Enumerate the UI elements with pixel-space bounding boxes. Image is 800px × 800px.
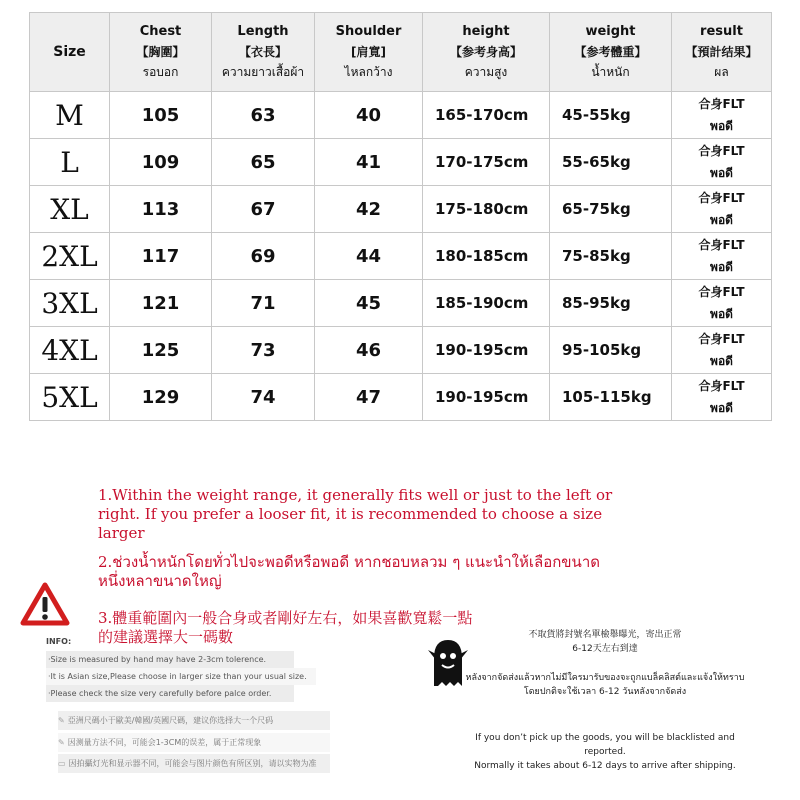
table-row — [30, 233, 772, 280]
shoulder-cell: 44 — [315, 233, 423, 280]
chinese-note-line: ▭ 因拍攝灯光和显示器不同，可能会与图片颜色有所区别，请以实物为准 — [58, 754, 330, 773]
result-chinese: 合身FLT — [698, 379, 745, 393]
result-thai: พอดี — [710, 354, 733, 368]
shoulder-cell: 40 — [315, 92, 423, 139]
chest-cell: 109 — [110, 139, 212, 186]
shipping-note-chinese: 不取貨將封號名單檢舉曝光，寄出正常 6-12天左右到達 — [528, 630, 682, 654]
size-table-body — [30, 92, 772, 421]
table-row — [30, 327, 772, 374]
result-chinese: 合身FLT — [698, 191, 745, 205]
weight-cell: 95-105kg — [550, 327, 672, 374]
weight-cell: 75-85kg — [550, 233, 672, 280]
weight-cell: 85-95kg — [550, 280, 672, 327]
chest-cell: 121 — [110, 280, 212, 327]
result-chinese: 合身FLT — [698, 332, 745, 346]
pencil-icon: ✎ — [58, 716, 65, 725]
height-cell: 165-170cm — [423, 92, 550, 139]
result-thai: พอดี — [710, 213, 733, 227]
shoulder-cell: 41 — [315, 139, 423, 186]
shoulder-cell: 47 — [315, 374, 423, 421]
table-row — [30, 186, 772, 233]
chest-cell: 117 — [110, 233, 212, 280]
result-cell — [672, 374, 772, 421]
header-size: Size — [30, 13, 110, 92]
result-chinese: 合身FLT — [698, 238, 745, 252]
info-line: ·Size is measured by hand may have 2-3cm tolerence. — [46, 651, 294, 668]
height-cell: 190-195cm — [423, 374, 550, 421]
weight-cell: 65-75kg — [550, 186, 672, 233]
result-thai: พอดี — [710, 401, 733, 415]
result-chinese: 合身FLT — [698, 285, 745, 299]
size-cell: XL — [30, 186, 110, 233]
note-thai: 2.ช่วงน้ำหนักโดยทั่วไปจะพอดีหรือพอดี หากชอบหลวม ๆ แนะนำให้เลือกขนาดหนึ่งหลาขนาดใหญ่ — [98, 553, 600, 590]
size-cell: L — [30, 139, 110, 186]
result-thai: พอดี — [710, 119, 733, 133]
note-english: 1.Within the weight range, it generally fits well or just to the left or right. If you prefer a looser fit, it is recommended to choose a size larger — [98, 486, 613, 542]
note-chinese: 3.體重範圍內一般合身或者剛好左右，如果喜歡寬鬆一點的建議選擇大一碼數 — [98, 609, 473, 646]
header-shoulder: Shoulder [肩寬] ไหลกว้าง — [315, 13, 423, 92]
chest-cell: 125 — [110, 327, 212, 374]
result-cell — [672, 186, 772, 233]
result-thai: พอดี — [710, 166, 733, 180]
table-row — [30, 374, 772, 421]
size-cell: 2XL — [30, 233, 110, 280]
size-cell: 5XL — [30, 374, 110, 421]
result-chinese: 合身FLT — [698, 144, 745, 158]
monitor-icon: ▭ — [58, 759, 66, 768]
weight-cell: 55-65kg — [550, 139, 672, 186]
info-line: ·It is Asian size,Please choose in larger size than your usual size. — [46, 668, 316, 685]
pencil-icon: ✎ — [58, 738, 65, 747]
shoulder-cell: 42 — [315, 186, 423, 233]
result-chinese: 合身FLT — [698, 97, 745, 111]
size-cell: M — [30, 92, 110, 139]
height-cell: 175-180cm — [423, 186, 550, 233]
height-cell: 180-185cm — [423, 233, 550, 280]
length-cell: 63 — [212, 92, 315, 139]
result-cell — [672, 327, 772, 374]
table-row — [30, 280, 772, 327]
chest-cell: 129 — [110, 374, 212, 421]
length-cell: 69 — [212, 233, 315, 280]
result-thai: พอดี — [710, 260, 733, 274]
result-cell — [672, 92, 772, 139]
weight-cell: 45-55kg — [550, 92, 672, 139]
size-cell: 3XL — [30, 280, 110, 327]
length-cell: 65 — [212, 139, 315, 186]
shipping-note-thai: หลังจากจัดส่งแล้วหากไม่มีใครมารับของจะถูกแบล็คลิสต์และแจ้งให้ทราบ โดยปกติจะใช้เวลา 6-12 วันหลังจากจัดส่ง — [465, 673, 745, 697]
height-cell: 170-175cm — [423, 139, 550, 186]
info-line: ·Please check the size very carefully before palce order. — [46, 685, 294, 702]
size-cell: 4XL — [30, 327, 110, 374]
height-cell: 185-190cm — [423, 280, 550, 327]
chest-cell: 105 — [110, 92, 212, 139]
header-height: height 【参考身高】 ความสูง — [423, 13, 550, 92]
table-row — [30, 92, 772, 139]
length-cell: 67 — [212, 186, 315, 233]
height-cell: 190-195cm — [423, 327, 550, 374]
header-weight: weight 【参考體重】 น้ำหนัก — [550, 13, 672, 92]
table-header-row — [30, 13, 772, 92]
chinese-note-line: ✎ 因测量方法不同，可能会1-3CM的误差，属于正常现象 — [58, 733, 330, 752]
weight-cell: 105-115kg — [550, 374, 672, 421]
length-cell: 73 — [212, 327, 315, 374]
length-cell: 71 — [212, 280, 315, 327]
shoulder-cell: 45 — [315, 280, 423, 327]
result-cell — [672, 233, 772, 280]
warning-icon — [20, 582, 70, 626]
info-heading: INFO: — [46, 637, 72, 646]
shoulder-cell: 46 — [315, 327, 423, 374]
size-chart-table — [29, 12, 772, 421]
chinese-note-line: ✎ 亞洲尺碼小于歐美/韓國/英國尺碼，建议你选择大一个尺码 — [58, 711, 330, 730]
header-chest: Chest 【胸圍】 รอบอก — [110, 13, 212, 92]
length-cell: 74 — [212, 374, 315, 421]
header-length: Length 【衣長】 ความยาวเสื้อผ้า — [212, 13, 315, 92]
shipping-note-english: If you don’t pick up the goods, you will be blacklisted and reported. Normally it takes about 6-12 days to arrive after shipping. — [474, 733, 736, 771]
table-row — [30, 139, 772, 186]
header-result: result 【預計结果】 ผล — [672, 13, 772, 92]
result-cell — [672, 280, 772, 327]
result-thai: พอดี — [710, 307, 733, 321]
result-cell — [672, 139, 772, 186]
chest-cell: 113 — [110, 186, 212, 233]
